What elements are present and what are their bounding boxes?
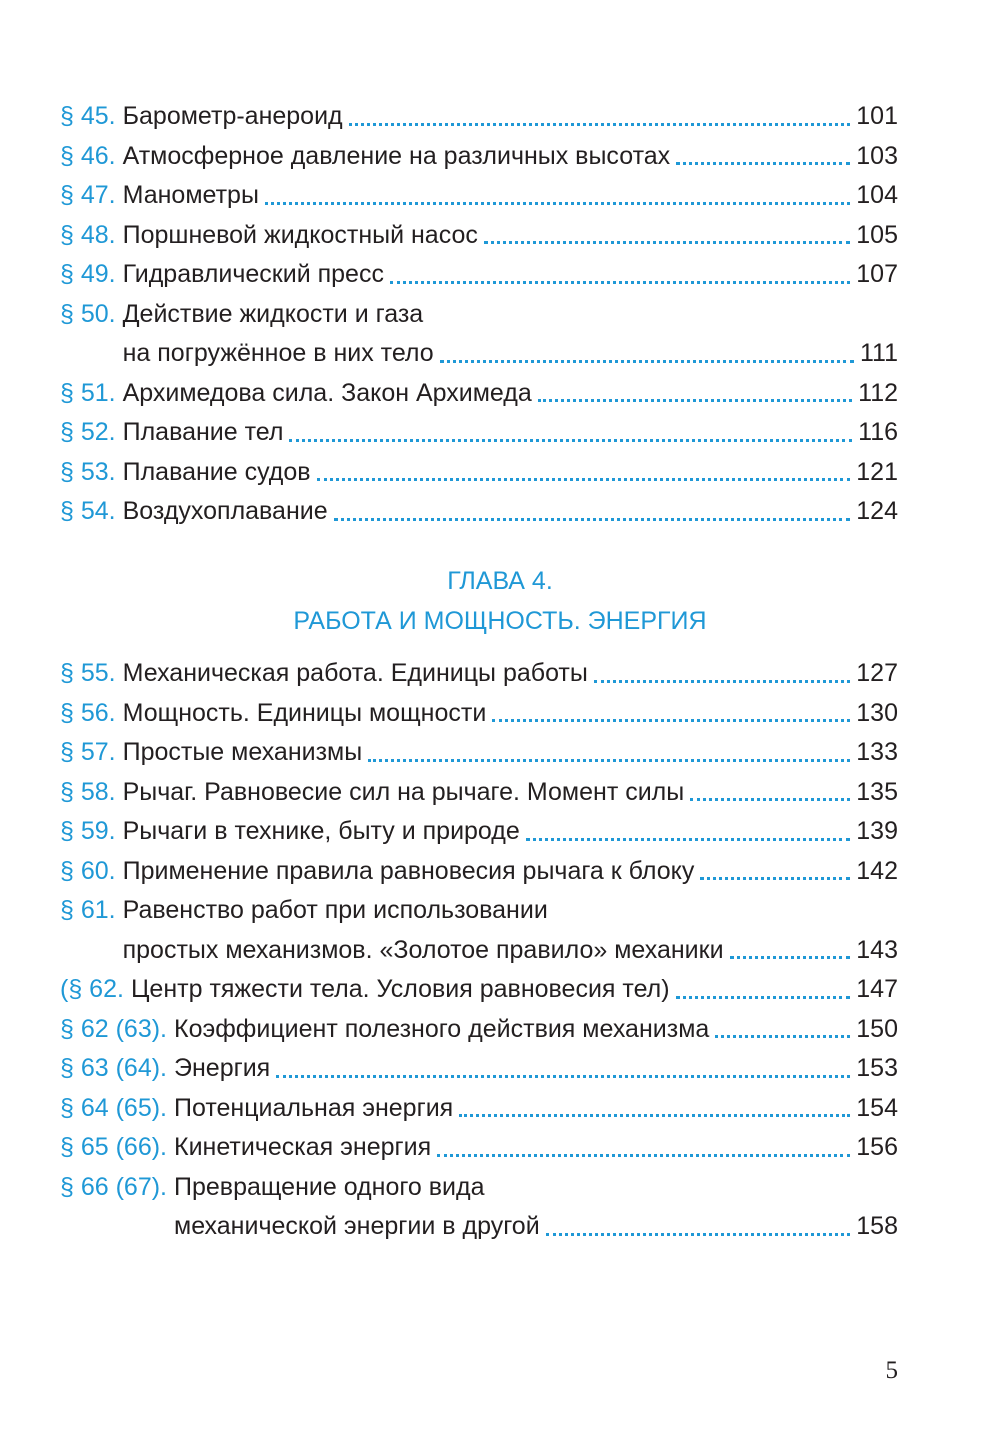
section-title: Барометр-анероид (122, 102, 343, 130)
section-title: Кинетическая энергия (174, 1133, 432, 1161)
toc-entry-54[interactable] (60, 492, 898, 532)
toc-entry-59[interactable] (60, 812, 898, 852)
dot-leader (700, 877, 850, 880)
section-number: § 45. (60, 102, 116, 130)
page-ref: 130 (856, 698, 898, 727)
section-number: § 54. (60, 497, 116, 525)
dot-leader (459, 1114, 850, 1117)
toc-entry-55[interactable] (60, 654, 898, 694)
page-ref: 103 (856, 141, 898, 170)
section-title: Манометры (122, 181, 259, 209)
section-title: Потенциальная энергия (174, 1093, 454, 1122)
section-number: § 59. (60, 817, 116, 845)
toc-entry-48[interactable] (60, 216, 898, 256)
page-ref: 158 (856, 1212, 898, 1240)
dot-leader (526, 838, 851, 841)
page-ref: 150 (856, 1014, 898, 1043)
toc-entry-57[interactable] (60, 733, 898, 773)
dot-leader (690, 798, 850, 801)
section-number: § 53. (60, 457, 116, 486)
section-number: § 57. (60, 738, 116, 766)
dot-leader (437, 1154, 850, 1157)
dot-leader (546, 1233, 851, 1236)
dot-leader (538, 399, 852, 402)
page-ref: 143 (856, 935, 898, 964)
section-number: § 66 (67). (60, 1172, 168, 1201)
section-title: Мощность. Единицы мощности (122, 698, 487, 727)
toc-entry-63-64[interactable] (60, 1049, 898, 1089)
section-number: § 55. (60, 659, 116, 687)
page-ref: 112 (858, 378, 898, 407)
toc-entry-60[interactable] (60, 852, 898, 892)
dot-leader (289, 439, 852, 442)
chapter-label: ГЛАВА 4. (447, 567, 553, 595)
section-title: Воздухоплавание (122, 497, 328, 525)
toc-entry-66-67-continued[interactable] (60, 1207, 898, 1247)
toc-entry-50[interactable] (60, 295, 898, 335)
page-ref: 142 (856, 856, 898, 885)
toc-entry-66-67[interactable] (60, 1168, 898, 1208)
section-number: § 63 (64). (60, 1054, 168, 1082)
page-ref: 154 (856, 1093, 898, 1122)
section-title-continued: механической энергии в другой (174, 1212, 540, 1240)
section-title: Атмосферное давление на различных высотах (122, 141, 671, 170)
page-ref: 124 (856, 497, 898, 525)
section-title: Равенство работ при использовании (122, 896, 548, 924)
section-title: Механическая работа. Единицы работы (122, 659, 588, 687)
section-title: Центр тяжести тела. Условия равновесия тел) (130, 975, 670, 1003)
section-title-continued: простых механизмов. «Золотое правило» механики (122, 935, 724, 964)
section-title: Гидравлический пресс (122, 260, 384, 288)
section-number: § 60. (60, 856, 116, 885)
page-ref: 127 (856, 659, 898, 687)
section-title: Энергия (174, 1054, 271, 1082)
section-title: Плавание судов (122, 457, 311, 486)
dot-leader (492, 719, 850, 722)
section-number: § 61. (60, 896, 116, 924)
section-title: Действие жидкости и газа (122, 299, 424, 328)
toc-entry-51[interactable] (60, 374, 898, 414)
dot-leader (715, 1035, 850, 1038)
dot-leader (676, 162, 850, 165)
toc-entry-53[interactable] (60, 453, 898, 493)
page-ref: 139 (856, 817, 898, 845)
dot-leader (368, 759, 850, 762)
dot-leader (317, 478, 851, 481)
section-title: Применение правила равновесия рычага к блоку (122, 856, 695, 885)
toc-entry-62-optional[interactable] (60, 970, 898, 1010)
section-number: § 58. (60, 777, 116, 806)
toc-entry-50-continued[interactable] (60, 334, 898, 374)
page-ref: 135 (856, 777, 898, 806)
toc-entry-58[interactable] (60, 773, 898, 813)
toc-entry-62-63[interactable] (60, 1010, 898, 1050)
section-title: Архимедова сила. Закон Архимеда (122, 378, 532, 407)
section-number: § 51. (60, 378, 116, 407)
toc-section-pressure (60, 97, 898, 532)
page-ref: 104 (856, 181, 898, 209)
toc-entry-56[interactable] (60, 694, 898, 734)
section-title: Коэффициент полезного действия механизма (174, 1014, 710, 1043)
dot-leader (334, 518, 851, 521)
section-number: § 65 (66). (60, 1133, 168, 1161)
toc-entry-65-66[interactable] (60, 1128, 898, 1168)
section-title-continued: на погружённое в них тело (122, 339, 434, 367)
section-title: Плавание тел (122, 418, 284, 446)
dot-leader (594, 680, 850, 683)
page-ref: 121 (856, 457, 898, 486)
toc-section-work-energy (60, 654, 898, 1247)
section-number: § 48. (60, 220, 116, 249)
dot-leader (276, 1075, 850, 1078)
dot-leader (265, 202, 850, 205)
dot-leader (676, 996, 851, 999)
dot-leader (484, 241, 850, 244)
toc-entry-45[interactable] (60, 97, 898, 137)
toc-entry-52[interactable] (60, 413, 898, 453)
section-number: § 46. (60, 141, 116, 170)
section-title: Превращение одного вида (174, 1172, 485, 1201)
section-number: § 62 (63). (60, 1014, 168, 1043)
section-number: § 49. (60, 260, 116, 288)
page-ref: 156 (856, 1133, 898, 1161)
page-ref: 105 (856, 220, 898, 249)
page-ref: 153 (856, 1054, 898, 1082)
section-number: (§ 62. (60, 975, 124, 1003)
dot-leader (440, 360, 854, 363)
page-ref: 101 (856, 102, 898, 130)
page-number: 5 (885, 1357, 898, 1384)
chapter-title: РАБОТА И МОЩНОСТЬ. ЭНЕРГИЯ (293, 607, 707, 635)
section-title: Поршневой жидкостный насос (122, 220, 478, 249)
toc-entry-61-continued[interactable] (60, 931, 898, 971)
dot-leader (730, 956, 851, 959)
page-ref: 116 (858, 418, 898, 446)
section-number: § 50. (60, 299, 116, 328)
toc-entry-46[interactable] (60, 137, 898, 177)
toc-entry-61[interactable] (60, 891, 898, 931)
page-ref: 133 (856, 738, 898, 766)
section-number: § 56. (60, 698, 116, 727)
section-title: Простые механизмы (122, 738, 363, 766)
section-title: Рычаги в технике, быту и природе (122, 817, 520, 845)
toc-entry-47[interactable] (60, 176, 898, 216)
page-ref: 107 (856, 260, 898, 288)
dot-leader (349, 123, 851, 126)
page-ref: 147 (856, 975, 898, 1003)
page-ref: 111 (859, 339, 898, 367)
toc-entry-49[interactable] (60, 255, 898, 295)
toc-entry-64-65[interactable] (60, 1089, 898, 1129)
dot-leader (390, 281, 850, 284)
section-title: Рычаг. Равновесие сил на рычаге. Момент силы (122, 777, 685, 806)
section-number: § 52. (60, 418, 116, 446)
section-number: § 47. (60, 181, 116, 209)
section-number: § 64 (65). (60, 1093, 168, 1122)
